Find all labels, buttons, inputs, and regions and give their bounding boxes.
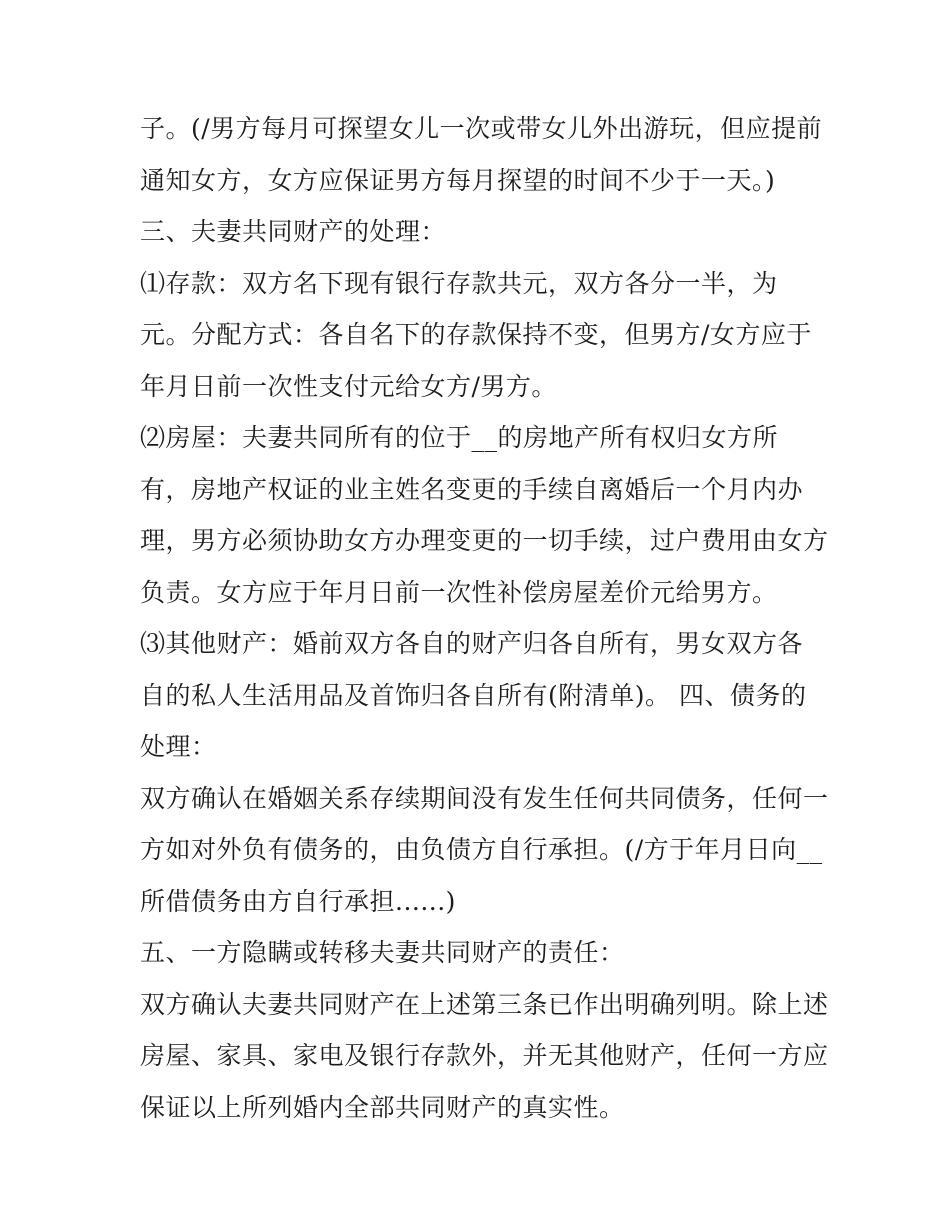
text-line: 有，房地产权证的业主姓名变更的手续自离婚后一个月内办 xyxy=(140,474,804,504)
text-line: ⑶其他财产：婚前双方各自的财产归各自所有，男女双方各 xyxy=(140,629,804,658)
text-line: 通知女方，女方应保证男方每月探望的时间不少于一天。) xyxy=(140,165,776,195)
text-line: 所借债务由方自行承担......) xyxy=(140,886,456,916)
text-line: 双方确认在婚姻关系存续期间没有发生任何共同债务，任何一 xyxy=(140,783,829,813)
text-line: 自的私人生活用品及首饰归各自所有(附清单)。 四、债务的 xyxy=(140,680,807,710)
text-line: 负责。女方应于年月日前一次性补偿房屋差价元给男方。 xyxy=(140,577,778,607)
text-line: ⑵房屋：夫妻共同所有的位于__的房地产所有权归女方所 xyxy=(140,423,779,452)
text-line: 理，男方必须协助女方办理变更的一切手续，过户费用由女方 xyxy=(140,526,829,555)
text-line: 处理： xyxy=(140,732,217,761)
text-line: 保证以上所列婚内全部共同财产的真实性。 xyxy=(140,1092,625,1122)
text-line: 方如对外负有债务的，由负债方自行承担。(/方于年月日向__ xyxy=(140,835,823,864)
document-body xyxy=(140,103,829,1133)
text-line: ⑴存款：双方名下现有银行存款共元，双方各分一半，为 xyxy=(140,268,778,298)
text-line: 子。(/男方每月可探望女儿一次或带女儿外出游玩，但应提前 xyxy=(140,114,823,143)
text-line: 房屋、家具、家电及银行存款外，并无其他财产，任何一方应 xyxy=(140,1041,829,1070)
text-line: 年月日前一次性支付元给女方/男方。 xyxy=(140,371,557,401)
text-line: 元。分配方式：各自名下的存款保持不变，但男方/女方应于 xyxy=(140,320,812,349)
section-heading-property: 三、夫妻共同财产的处理： xyxy=(140,217,447,246)
text-line: 双方确认夫妻共同财产在上述第三条已作出明确列明。除上述 xyxy=(140,989,829,1019)
section-heading-concealment: 五、一方隐瞒或转移夫妻共同财产的责任： xyxy=(140,938,625,967)
